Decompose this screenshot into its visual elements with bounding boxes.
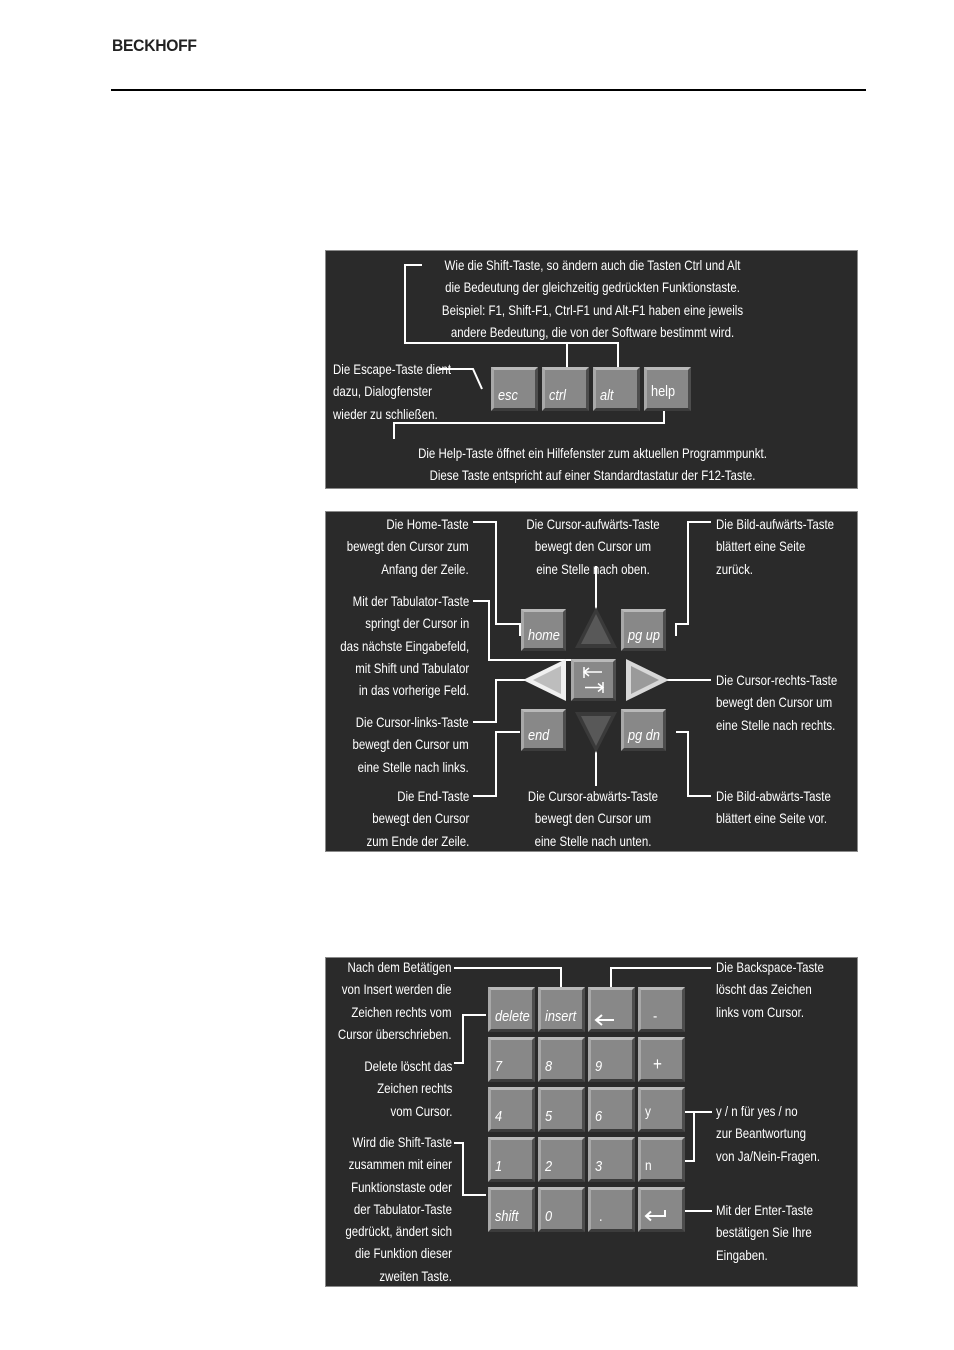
ctrl-key[interactable]: ctrl (542, 367, 589, 411)
right-note: Die Cursor-rechts-Taste bewegt den Cursor um eine Stelle nach rechts. (716, 672, 838, 733)
end-key[interactable]: end (521, 709, 566, 751)
key-9[interactable]: 9 (588, 1037, 635, 1082)
decimal-point-key[interactable]: . (588, 1187, 635, 1232)
home-key[interactable]: home (521, 609, 566, 651)
keypad-panel (325, 957, 858, 1287)
key-7[interactable]: 7 (488, 1037, 535, 1082)
delete-key[interactable]: delete (488, 987, 535, 1032)
shift-key[interactable]: shift (488, 1187, 535, 1232)
backspace-note: Die Backspace-Taste löscht das Zeichen links vom Cursor. (716, 959, 824, 1020)
end-note: Die End-Taste bewegt den Cursor zum Ende der Zeile. (366, 788, 469, 849)
key-1[interactable]: 1 (488, 1137, 535, 1182)
yes-key[interactable]: y (638, 1087, 685, 1132)
key-0[interactable]: 0 (538, 1187, 585, 1232)
key-8[interactable]: 8 (538, 1037, 585, 1082)
cursor-keys-panel (325, 511, 858, 852)
no-key[interactable]: n (638, 1137, 685, 1182)
insert-note: Nach dem Betätigen von Insert werden die Zeichen rechts vom Cursor überschrieben. (338, 959, 452, 1042)
brand-logo: BECKHOFF (112, 36, 197, 55)
backspace-arrow-icon (591, 990, 632, 1029)
cursor-right-icon[interactable] (626, 659, 669, 701)
function-keys-panel (325, 250, 858, 489)
key-4[interactable]: 4 (488, 1087, 535, 1132)
down-note: Die Cursor-abwärts-Taste bewegt den Cursor um eine Stelle nach unten. (527, 788, 659, 849)
pgdn-key[interactable]: pg dn (621, 709, 666, 751)
enter-key[interactable] (638, 1187, 685, 1232)
backspace-key[interactable] (588, 987, 635, 1032)
help-key[interactable]: help (644, 367, 691, 411)
yes-no-note: y / n für yes / no zur Beantwortung von Ja/Nein-Fragen. (716, 1103, 821, 1164)
key-5[interactable]: 5 (538, 1087, 585, 1132)
minus-key[interactable]: - (638, 987, 685, 1032)
enter-note: Mit der Enter-Taste bestätigen Sie Ihre Eingaben. (716, 1202, 813, 1263)
shift-note: Wird die Shift-Taste zusammen mit einer Funktionstaste oder der Tabulator-Taste gedrückt, ändert sich die Funktion dieser zweiten Taste. (345, 1134, 452, 1284)
delete-note: Delete löscht das Zeichen rechts vom Cursor. (363, 1058, 452, 1119)
header-rule (111, 89, 866, 91)
cursor-down-icon[interactable] (575, 712, 617, 753)
arrow-keys (326, 512, 859, 853)
insert-key[interactable]: insert (538, 987, 585, 1032)
alt-key[interactable]: alt (593, 367, 640, 411)
cursor-up-icon[interactable] (575, 607, 617, 648)
enter-arrow-icon (641, 1190, 682, 1229)
help-note: Die Help-Taste öffnet ein Hilfefenster zum aktuellen Programmpunkt. Diese Taste entspricht auf einer Standardtastatur der F12-Taste. (418, 445, 767, 484)
plus-key[interactable]: + (638, 1037, 685, 1082)
escape-note: Die Escape-Taste dient dazu, Dialogfenster wieder zu schließen. (333, 361, 452, 422)
tab-note: Mit der Tabulator-Taste springt der Cursor in das nächste Eingabefeld, mit Shift und Tabulator in das vorherige Feld. (340, 593, 469, 699)
pgup-key[interactable]: pg up (621, 609, 666, 651)
pgup-note: Die Bild-aufwärts-Taste blättert eine Seite zurück. (716, 516, 835, 577)
modifier-note: Wie die Shift-Taste, so ändern auch die Tasten Ctrl und Alt die Bedeutung der gleichzeitig gedrückten Funktionstaste. Beispiel: F1, Shift-F1, Ctrl-F1 und Alt-F1 haben eine jeweils andere Bedeutung, die von der Software bestimmt wird. (441, 257, 744, 340)
cursor-left-icon[interactable] (523, 659, 566, 701)
home-note: Die Home-Taste bewegt den Cursor zum Anfang der Zeile. (347, 516, 469, 577)
key-3[interactable]: 3 (588, 1137, 635, 1182)
esc-key[interactable]: esc (491, 367, 538, 411)
left-note: Die Cursor-links-Taste bewegt den Cursor um eine Stelle nach links. (352, 714, 469, 775)
key-2[interactable]: 2 (538, 1137, 585, 1182)
up-note: Die Cursor-aufwärts-Taste bewegt den Cursor um eine Stelle nach oben. (526, 516, 660, 577)
key-6[interactable]: 6 (588, 1087, 635, 1132)
pgdn-note: Die Bild-abwärts-Taste blättert eine Seite vor. (716, 788, 831, 827)
